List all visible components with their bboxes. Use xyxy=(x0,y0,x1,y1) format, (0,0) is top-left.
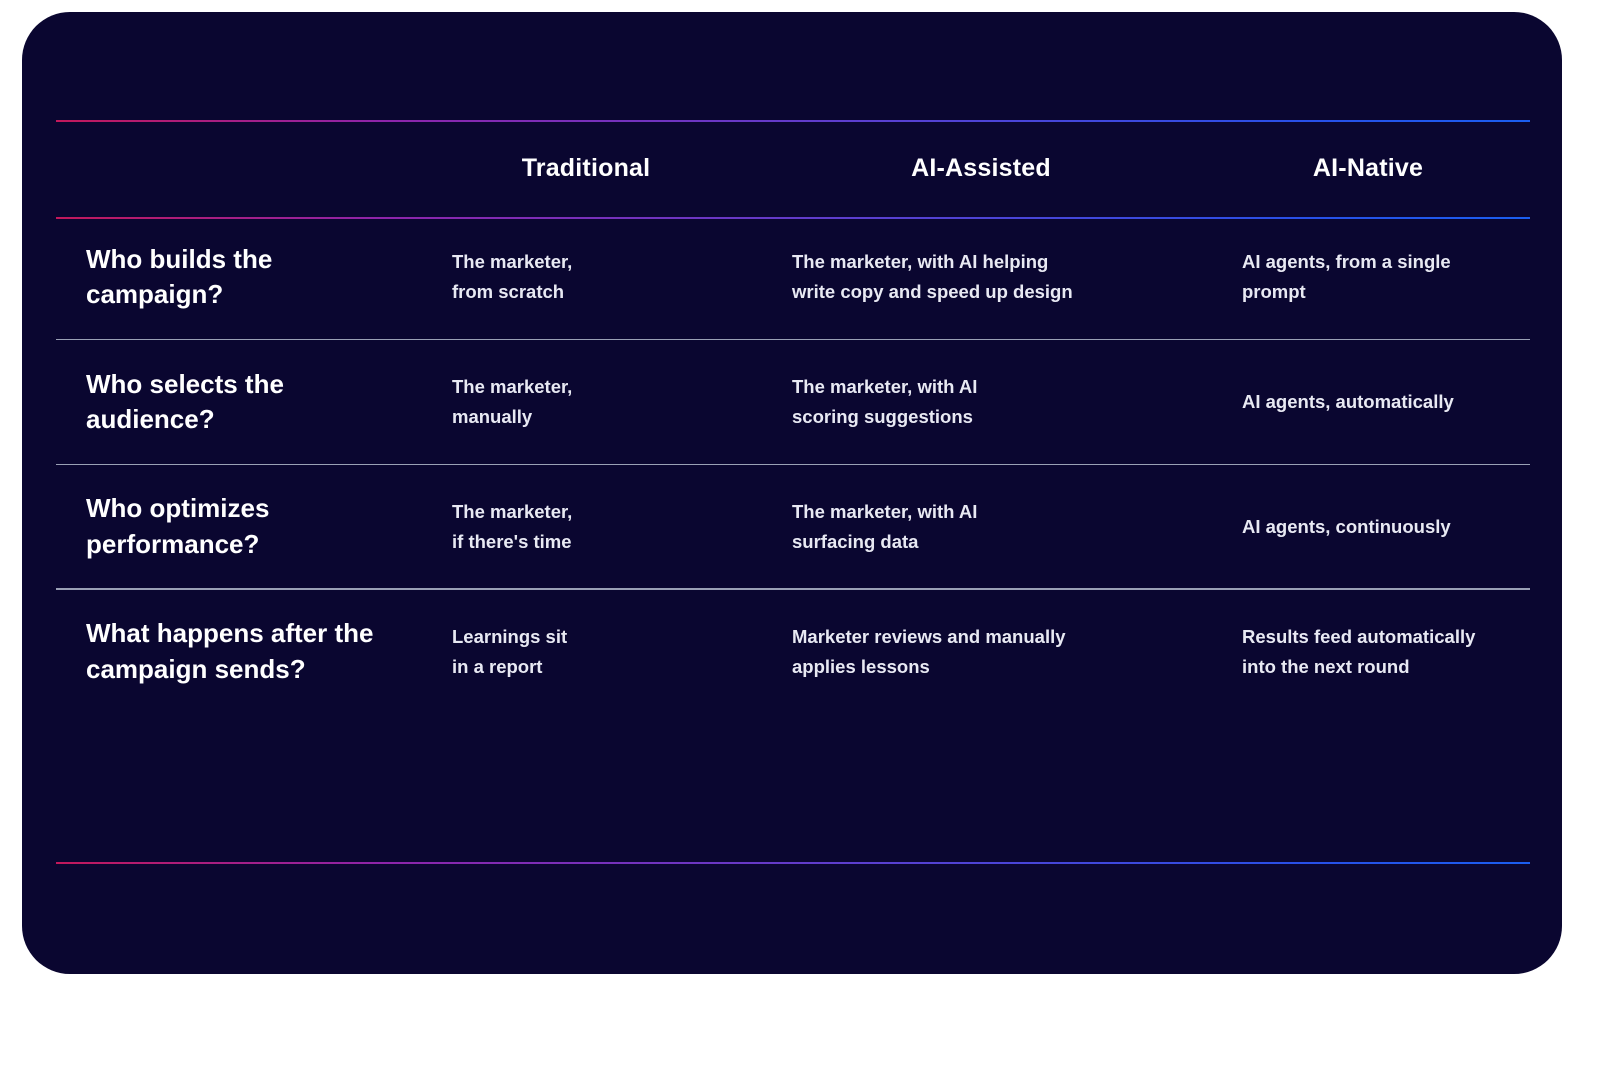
row-divider xyxy=(56,339,1530,341)
cell-traditional xyxy=(416,341,756,464)
row-value-traditional: The marketer, from scratch xyxy=(452,251,573,303)
table-row xyxy=(56,216,1530,339)
divider-line xyxy=(56,339,1530,341)
cell-ai-assisted xyxy=(756,465,1206,588)
table-body xyxy=(56,216,1530,713)
table-row xyxy=(56,341,1530,464)
row-value-ai-native: AI agents, continuously xyxy=(1242,515,1451,537)
header-label-ai-assisted: AI-Assisted xyxy=(911,153,1051,182)
row-divider-cell xyxy=(56,339,1530,341)
header-cell-ai-assisted xyxy=(756,120,1206,216)
row-value-ai-native: AI agents, automatically xyxy=(1242,391,1454,413)
row-value-traditional: The marketer, if there's time xyxy=(452,500,573,552)
comparison-card xyxy=(22,12,1562,974)
row-value-traditional: Learnings sit in a report xyxy=(452,625,568,677)
divider-line xyxy=(56,464,1530,466)
row-divider xyxy=(56,463,1530,465)
cell-ai-native xyxy=(1206,216,1530,339)
table-header xyxy=(56,120,1530,216)
row-value-ai-native: Results feed automatically into the next round xyxy=(1242,625,1476,677)
cell-ai-assisted xyxy=(756,216,1206,339)
row-question-label: Who selects the audience? xyxy=(86,368,284,435)
header-cell-question xyxy=(56,120,416,216)
cell-question xyxy=(56,216,416,339)
cell-question xyxy=(56,341,416,464)
row-value-ai-assisted: The marketer, with AI scoring suggestions xyxy=(792,376,978,428)
header-cell-traditional xyxy=(416,120,756,216)
row-value-ai-assisted: The marketer, with AI surfacing data xyxy=(792,500,978,552)
row-divider xyxy=(56,588,1530,590)
row-question-label: Who builds the campaign? xyxy=(86,244,273,310)
row-value-traditional: The marketer, manually xyxy=(452,376,573,428)
row-value-ai-assisted: Marketer reviews and manually applies lessons xyxy=(792,625,1066,677)
row-value-ai-assisted: The marketer, with AI helping write copy and speed up design xyxy=(792,251,1073,303)
header-label-ai-native: AI-Native xyxy=(1312,153,1424,182)
cell-question xyxy=(56,465,416,588)
cell-ai-native xyxy=(1206,465,1530,588)
cell-traditional xyxy=(416,590,756,713)
cell-traditional xyxy=(416,216,756,339)
table-row xyxy=(56,590,1530,713)
comparison-table xyxy=(56,120,1530,713)
header-row xyxy=(56,120,1530,216)
row-question-label: Who optimizes performance? xyxy=(86,493,270,559)
row-value-ai-native: AI agents, from a single prompt xyxy=(1242,251,1451,303)
header-label-traditional: Traditional xyxy=(521,153,651,182)
cell-ai-assisted xyxy=(756,341,1206,464)
row-divider-cell xyxy=(56,588,1530,590)
cell-ai-native xyxy=(1206,590,1530,713)
cell-ai-native xyxy=(1206,341,1530,464)
table-row xyxy=(56,465,1530,588)
bottom-gradient-rule xyxy=(56,862,1530,864)
cell-traditional xyxy=(416,465,756,588)
header-cell-ai-native xyxy=(1206,120,1530,216)
row-question-label: What happens after the campaign sends? xyxy=(86,618,374,684)
cell-ai-assisted xyxy=(756,590,1206,713)
row-divider-cell xyxy=(56,463,1530,465)
cell-question xyxy=(56,590,416,713)
divider-line xyxy=(56,588,1530,590)
comparison-table-wrap xyxy=(56,120,1530,713)
